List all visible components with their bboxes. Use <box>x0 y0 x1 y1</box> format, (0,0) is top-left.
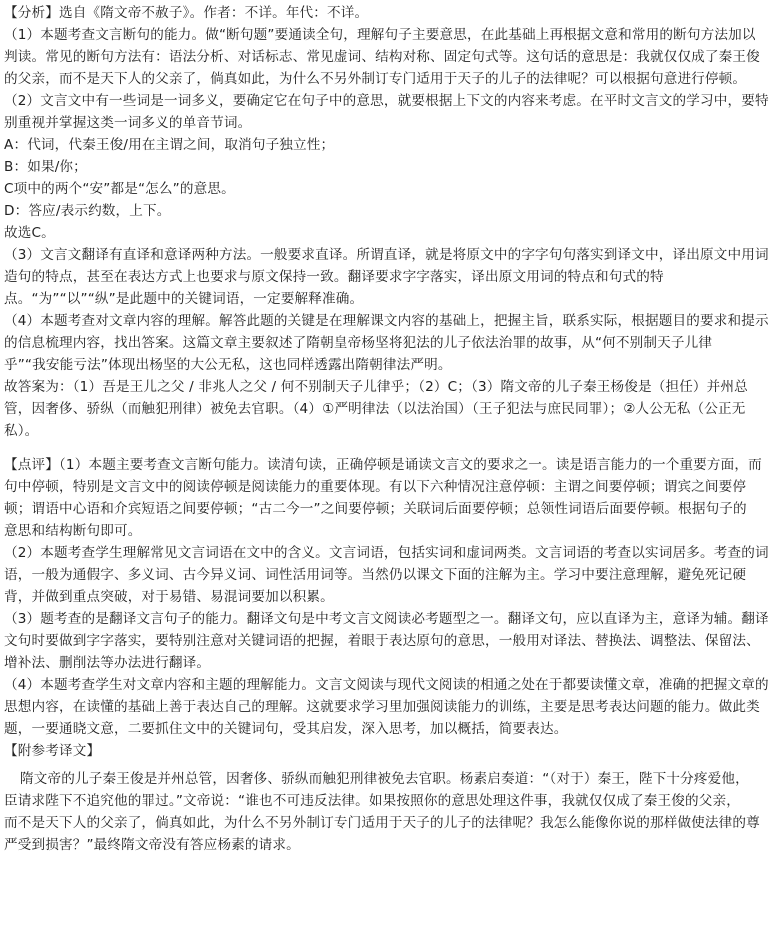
commentary-line: 顿；谓语中心语和介宾短语之间要停顿；“古二今一”之间要停顿；关联词后面要停顿；总领性词语后面要停顿。根据句子的 <box>4 501 747 517</box>
analysis-line: 故答案为：（1）吾是王儿之父 / 非兆人之父 / 何不别制天子儿律乎；（2）C；（3）隋文帝的儿子秦王杨俊是（担任）并州总 <box>4 379 748 395</box>
analysis-line: B：如果/你； <box>4 159 87 175</box>
translation-section <box>4 740 776 856</box>
analysis-line: A：代词，代秦王俊/用在主谓之间，取消句子独立性； <box>4 137 335 153</box>
commentary-line: （2）本题考查学生理解常见文言词语在文中的含义。文言词语，包括实词和虚词两类。文言词语的考查以实词居多。考查的词 <box>4 545 769 561</box>
commentary-line: 增补法、删削法等办法进行翻译。 <box>4 655 211 671</box>
analysis-line: （2）文言文中有一些词是一词多义，要确定它在句子中的意思，就要根据上下文的内容来考虑。在平时文言文的学习中，要特 <box>4 93 769 109</box>
analysis-line: 的信息梳理内容，找出答案。这篇文章主要叙述了隋朝皇帝杨坚将犯法的儿子依法治罪的故事，从“何不别制天子儿律 <box>4 335 713 351</box>
commentary-line: （4）本题考查学生对文章内容和主题的理解能力。文言文阅读与现代文阅读的相通之处在于都要读懂文章，准确的把握文章的 <box>4 677 769 693</box>
translation-line: 隋文帝的儿子秦王俊是并州总管，因奢侈、骄纵而触犯刑律被免去官职。杨素启奏道：“（对于）秦王，陛下十分疼爱他， <box>20 771 749 787</box>
analysis-line: 别重视并掌握这类一词多义的单音节词。 <box>4 115 252 131</box>
translation-line: 臣请求陛下不追究他的罪过。”文帝说：“谁也不可违反法律。如果按照你的意思处理这件事，我就仅仅成了秦王俊的父亲， <box>4 793 740 809</box>
translation-line: 严受到损害？”最终隋文帝没有答应杨素的请求。 <box>4 837 300 853</box>
translation-heading: 【附参考译文】 <box>4 743 101 759</box>
commentary-line: 【点评】（1）本题主要考查文言断句能力。读清句读，正确停顿是诵读文言文的要求之一。读是语言能力的一个重要方面，而 <box>4 457 762 473</box>
commentary-line: 文句时要做到字字落实，要特别注意对关键词语的把握，着眼于表达原句的意思，一般用对译法、替换法、调整法、保留法、 <box>4 633 760 649</box>
analysis-section <box>4 2 776 442</box>
commentary-line: 句中停顿，特别是文言文中的阅读停顿是阅读能力的重要体现。有以下六种情况注意停顿：主谓之间要停顿；谓宾之间要停 <box>4 479 747 495</box>
analysis-line: 的父亲，而不是天下人的父亲了，倘真如此，为什么不另外制订专门适用于天子的儿子的法律呢？可以根据句意进行停顿。 <box>4 71 747 87</box>
commentary-line: （3）题考查的是翻译文言句子的能力。翻译文句是中考文言文阅读必考题型之一。翻译文句，应以直译为主，意译为辅。翻译 <box>4 611 769 627</box>
analysis-line: （1）本题考查文言断句的能力。做“断句题”要通读全句，理解句子主要意思，在此基础上再根据文意和常用的断句方法加以 <box>4 27 756 43</box>
commentary-line: 题，一要通晓文意，二要抓住文中的关键词句，受其启发，深入思考，加以概括，简要表达。 <box>4 721 568 737</box>
analysis-line: 管，因奢侈、骄纵（而触犯刑律）被免去官职。（4）①严明律法（以法治国）（王子犯法与庶民同罪）；②人公无私（公正无 <box>4 401 746 417</box>
analysis-line: 乎”“我安能亏法”体现出杨坚的大公无私，这也同样透露出隋朝律法严明。 <box>4 357 452 373</box>
analysis-line: 判读。常见的断句方法有：语法分析、对话标志、常见虚词、结构对称、固定句式等。这句话的意思是：我就仅仅成了秦王俊 <box>4 49 760 65</box>
commentary-line: 语，一般为通假字、多义词、古今异义词、词性活用词等。当然仍以课文下面的注解为主。学习中要注意理解，避免死记硬 <box>4 567 747 583</box>
analysis-line: （4）本题考查对文章内容的理解。解答此题的关键是在理解课文内容的基础上，把握主旨，联系实际，根据题目的要求和提示 <box>4 313 769 329</box>
section-gap <box>4 442 776 454</box>
analysis-line: C项中的两个“安”都是“怎么”的意思。 <box>4 181 235 197</box>
translation-line: 而不是天下人的父亲了，倘真如此，为什么不另外制订专门适用于天子的儿子的法律呢？我怎么能像你说的那样做使法律的尊 <box>4 815 760 831</box>
commentary-line: 意思和结构断句即可。 <box>4 523 142 539</box>
analysis-line: 私）。 <box>4 423 39 439</box>
commentary-section <box>4 454 776 740</box>
analysis-line: 【分析】选自《隋文帝不赦子》。作者：不详。年代：不详。 <box>4 5 369 21</box>
analysis-line: 点。“为”“以”“纵”是此题中的关键词语，一定要解释准确。 <box>4 291 364 307</box>
commentary-line: 思想内容，在读懂的基础上善于表达自己的理解。这就要求学习里加强阅读能力的训练，主要是思考表达问题的能力。做此类 <box>4 699 760 715</box>
analysis-line: （3）文言文翻译有直译和意译两种方法。一般要求直译。所谓直译，就是将原文中的字字句句落实到译文中，译出原文中用词 <box>4 247 769 263</box>
commentary-line: 背，并做到重点突破，对于易错、易混词要加以积累。 <box>4 589 334 605</box>
analysis-line: 故选C。 <box>4 225 55 241</box>
analysis-line: D：答应/表示约数，上下。 <box>4 203 171 219</box>
analysis-line: 造句的特点，甚至在表达方式上也要求与原文保持一致。翻译要求字字落实，译出原文用词的特点和句式的特 <box>4 269 664 285</box>
